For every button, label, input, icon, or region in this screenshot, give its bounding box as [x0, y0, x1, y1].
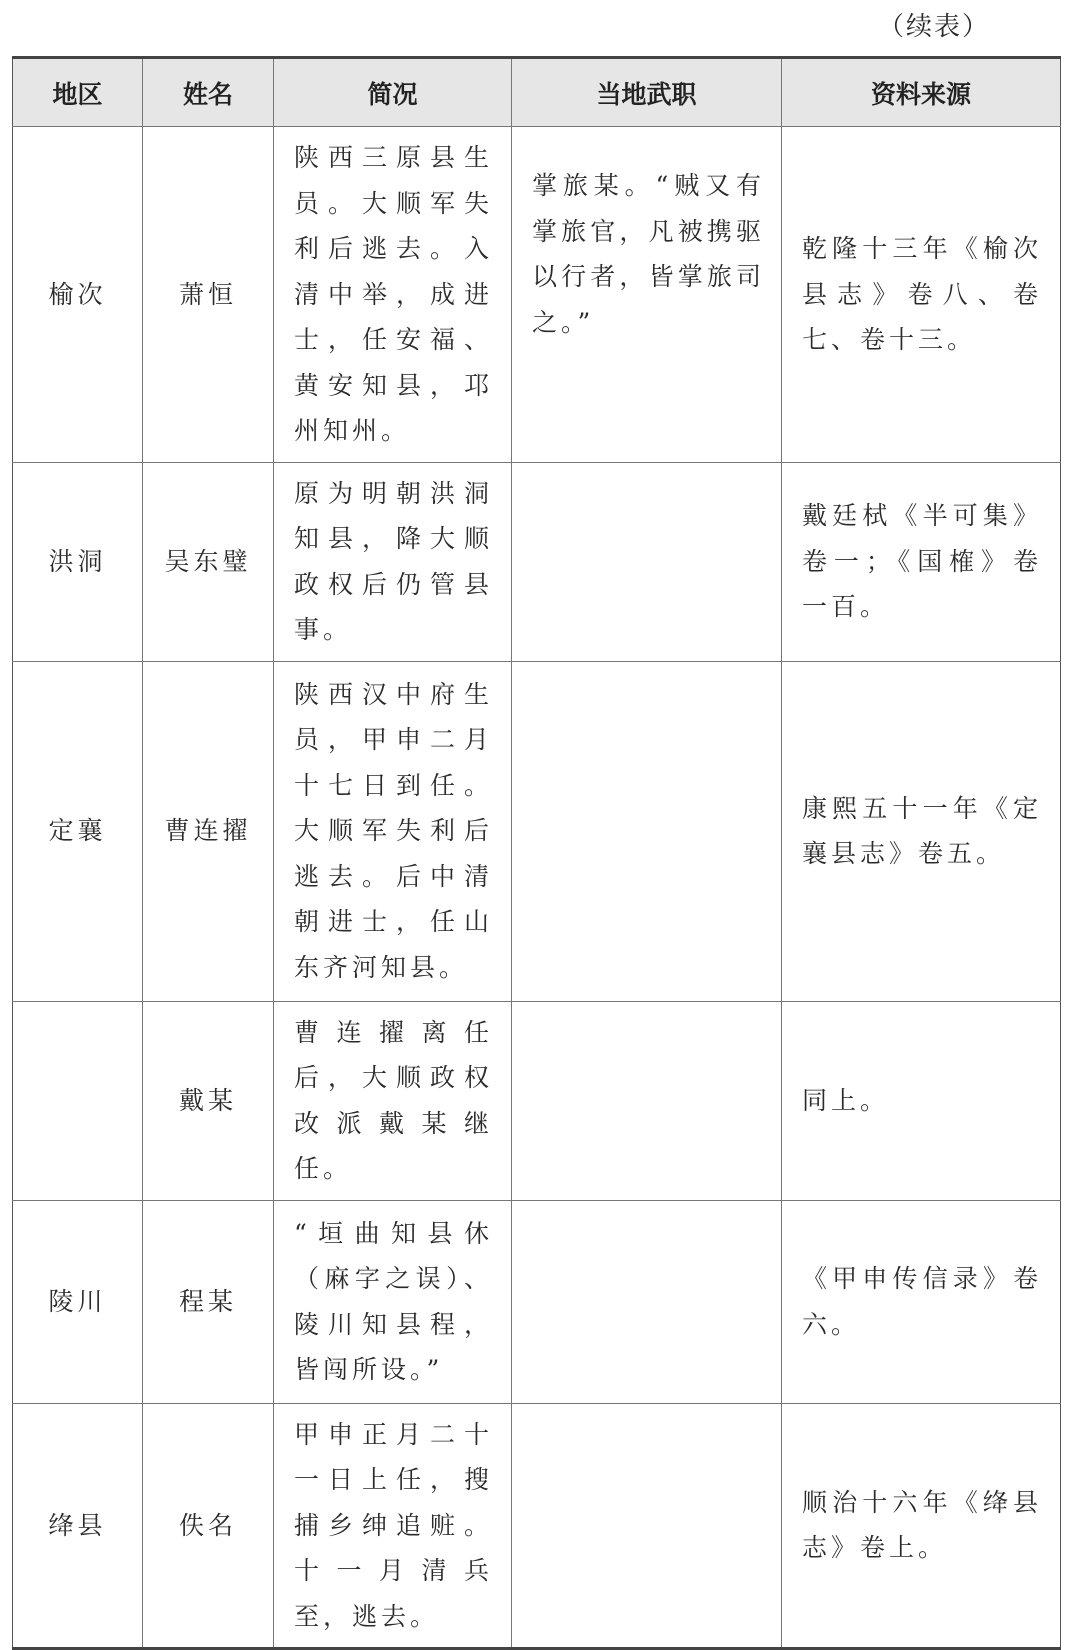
cell-name: 曹连擢 [143, 661, 274, 1001]
table-row [13, 462, 1061, 661]
continued-table-label: （续表） [878, 12, 991, 42]
cell-name: 吴东璧 [143, 462, 274, 661]
cell-name: 戴某 [143, 1001, 274, 1200]
cell-source: 康熙五十一年《定襄县志》卷五。 [782, 661, 1061, 1001]
table-row [13, 1403, 1061, 1649]
cell-military-post [512, 1001, 782, 1200]
header-military-post: 当地武职 [512, 58, 782, 127]
cell-summary: 曹连擢离任后，大顺政权改派戴某继任。 [274, 1001, 512, 1200]
table-row [13, 661, 1061, 1001]
cell-military-post [512, 462, 782, 661]
cell-military-post [512, 1403, 782, 1649]
cell-region: 洪洞 [13, 462, 143, 661]
cell-summary: 甲申正月二十一日上任，搜捕乡绅追赃。十一月清兵至，逃去。 [274, 1403, 512, 1649]
cell-military-post: 掌旅某。“贼又有掌旅官，凡被携驱以行者，皆掌旅司之。” [512, 127, 782, 463]
cell-region [13, 1001, 143, 1200]
table-row [13, 127, 1061, 463]
cell-summary: 原为明朝洪洞知县，降大顺政权后仍管县事。 [274, 462, 512, 661]
table-row [13, 1200, 1061, 1403]
header-region: 地区 [13, 58, 143, 127]
cell-region: 绛县 [13, 1403, 143, 1649]
cell-name: 萧恒 [143, 127, 274, 463]
official-appointments-table [12, 56, 1061, 1650]
cell-region: 陵川 [13, 1200, 143, 1403]
cell-source: 《甲申传信录》卷六。 [782, 1200, 1061, 1403]
cell-military-post [512, 1200, 782, 1403]
header-source: 资料来源 [782, 58, 1061, 127]
cell-summary: “垣曲知县休（麻字之误）、陵川知县程，皆闯所设。” [274, 1200, 512, 1403]
cell-region: 定襄 [13, 661, 143, 1001]
cell-summary: 陕西三原县生员。大顺军失利后逃去。入清中举，成进士，任安福、黄安知县，邛州知州。 [274, 127, 512, 463]
cell-name: 佚名 [143, 1403, 274, 1649]
cell-source: 乾隆十三年《榆次县志》卷八、卷七、卷十三。 [782, 127, 1061, 463]
header-name: 姓名 [143, 58, 274, 127]
cell-source: 戴廷栻《半可集》卷一；《国榷》卷一百。 [782, 462, 1061, 661]
cell-name: 程某 [143, 1200, 274, 1403]
cell-summary: 陕西汉中府生员，甲申二月十七日到任。大顺军失利后逃去。后中清朝进士，任山东齐河知县。 [274, 661, 512, 1001]
cell-military-post [512, 661, 782, 1001]
header-summary: 简况 [274, 58, 512, 127]
cell-region: 榆次 [13, 127, 143, 463]
cell-source: 顺治十六年《绛县志》卷上。 [782, 1403, 1061, 1649]
table-header-row [13, 58, 1061, 127]
table-row [13, 1001, 1061, 1200]
cell-source: 同上。 [782, 1001, 1061, 1200]
